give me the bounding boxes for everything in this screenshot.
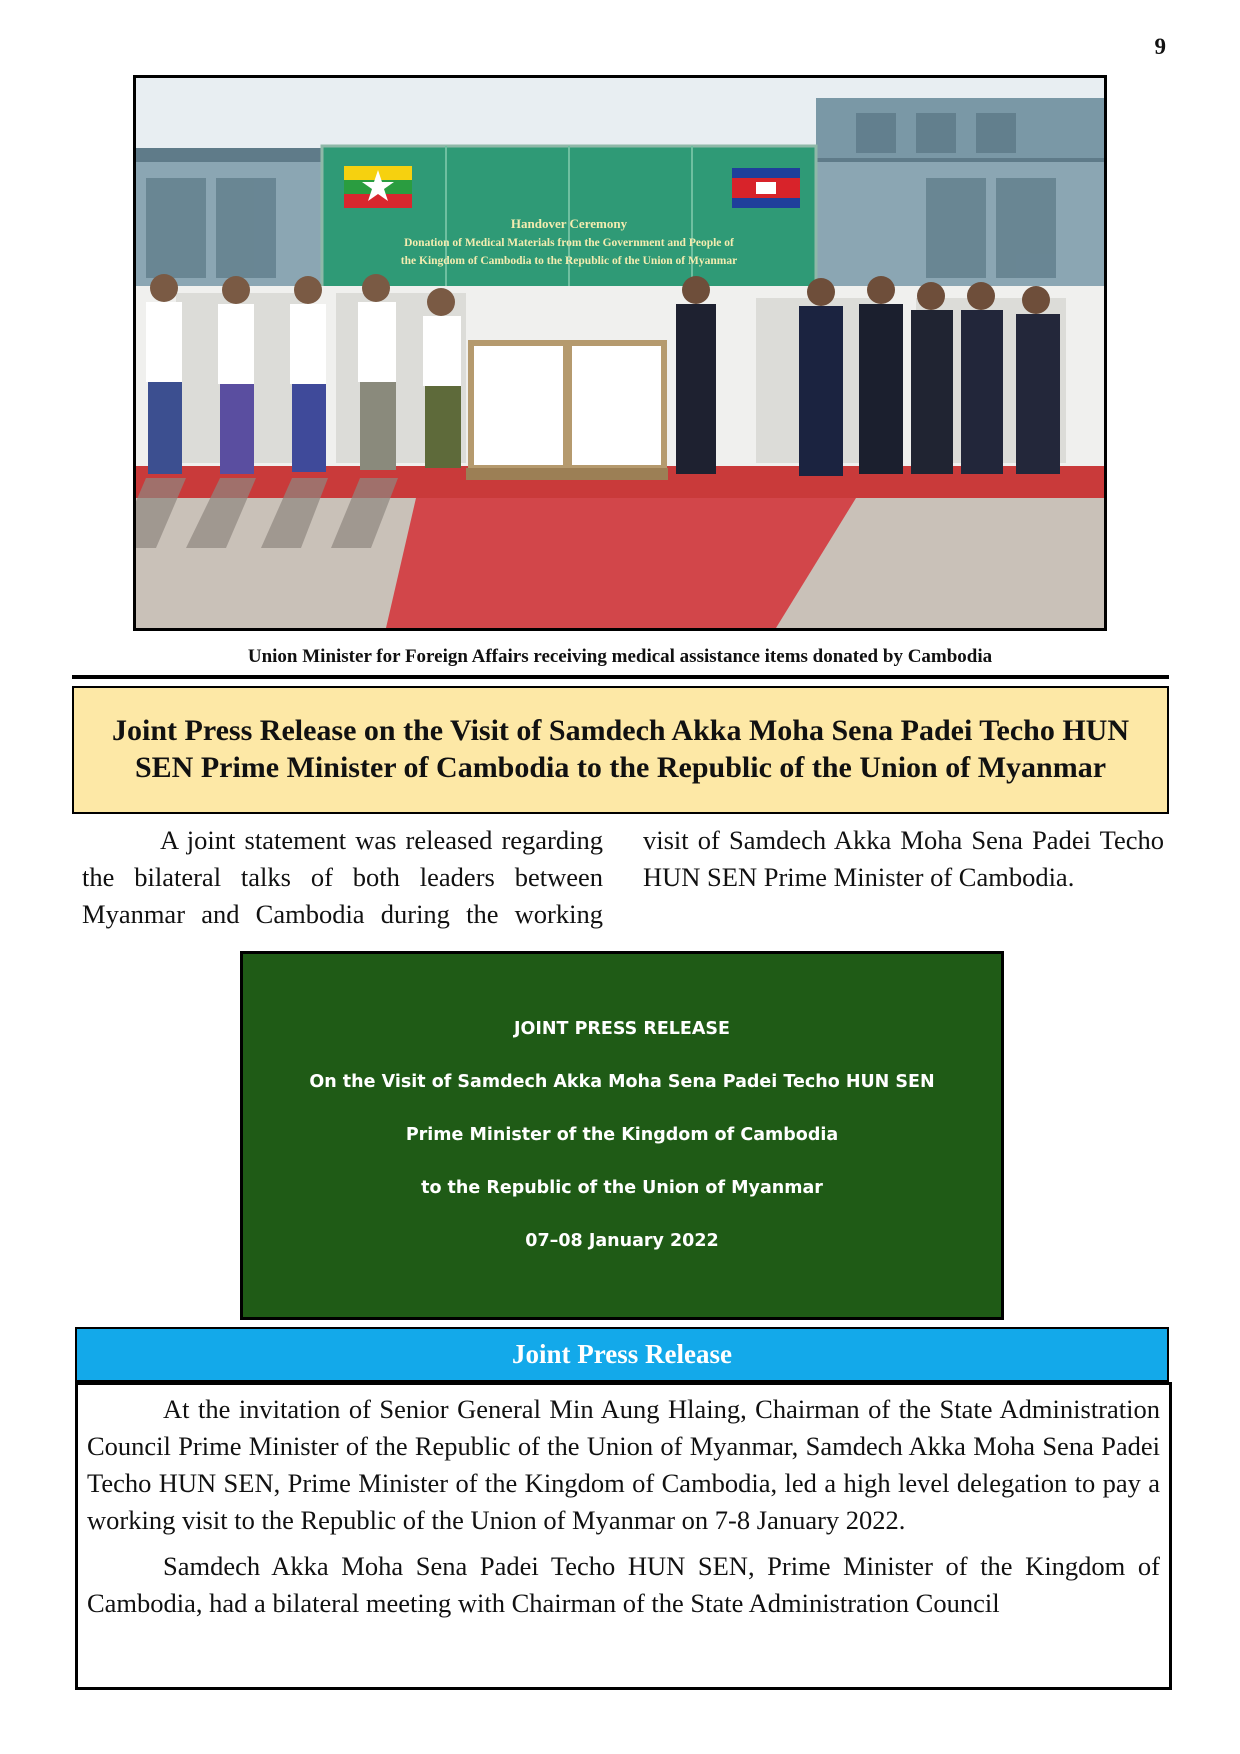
press-release-banner <box>240 951 1004 1320</box>
page-number: 9 <box>1154 34 1166 59</box>
headline <box>112 713 1129 786</box>
section-title: Joint Press Release <box>512 1339 732 1369</box>
banner-line4: to the Republic of the Union of Myanmar <box>421 1178 823 1198</box>
press-release-body <box>75 1382 1172 1690</box>
banner-title: JOINT PRESS RELEASE <box>514 1019 730 1039</box>
intro-paragraph: A joint statement was released regarding the bilateral talks of both leaders between Myanmar and Cambodia during the working visit of Samdech Akka Moha Sena Padei Techo HUN SEN Prime Minister of Cambodia. <box>82 825 1164 929</box>
screen-text-line1: Handover Ceremony <box>510 216 628 231</box>
banner-line2: On the Visit of Samdech Akka Moha Sena Padei Techo HUN SEN <box>309 1072 935 1092</box>
body-paragraph-1: At the invitation of Senior General Min Aung Hlaing, Chairman of the State Administration Council Prime Minister of the Republic of the Union of Myanmar, Samdech Akka Moha Sena Padei Techo HUN SEN, Prime Minister of the Kingdom of Cambodia, led a high level delegation to pay a working visit to the Republic of the Union of Myanmar on 7-8 January 2022. <box>87 1394 1160 1535</box>
section-header <box>75 1327 1169 1382</box>
headline-box <box>72 686 1169 814</box>
intro-text <box>82 822 1164 933</box>
screen-text-line2: Donation of Medical Materials from the Government and People of <box>404 237 734 249</box>
photo-caption: Union Minister for Foreign Affairs receiving medical assistance items donated by Cambodia <box>247 646 993 667</box>
ceremony-photo <box>133 75 1107 631</box>
banner-line3: Prime Minister of the Kingdom of Cambodia <box>405 1125 839 1145</box>
screen-text-line3: the Kingdom of Cambodia to the Republic of the Union of Myanmar <box>400 255 738 267</box>
cambodia-flag-icon <box>732 168 800 208</box>
myanmar-flag-icon <box>344 166 412 208</box>
divider-rule <box>72 675 1169 679</box>
headline-line2: SEN Prime Minister of Cambodia to the Republic of the Union of Myanmar <box>134 751 1107 784</box>
banner-date: 07–08 January 2022 <box>525 1231 719 1251</box>
ceremony-photo-illustration <box>136 78 1104 628</box>
body-paragraph-2: Samdech Akka Moha Sena Padei Techo HUN SEN, Prime Minister of the Kingdom of Cambodia, had a bilateral meeting with Chairman of the State Administration Council <box>87 1551 1160 1618</box>
donation-boxes-foreground <box>466 343 668 480</box>
headline-line1: Joint Press Release on the Visit of Samdech Akka Moha Sena Padei Techo HUN <box>112 714 1129 748</box>
